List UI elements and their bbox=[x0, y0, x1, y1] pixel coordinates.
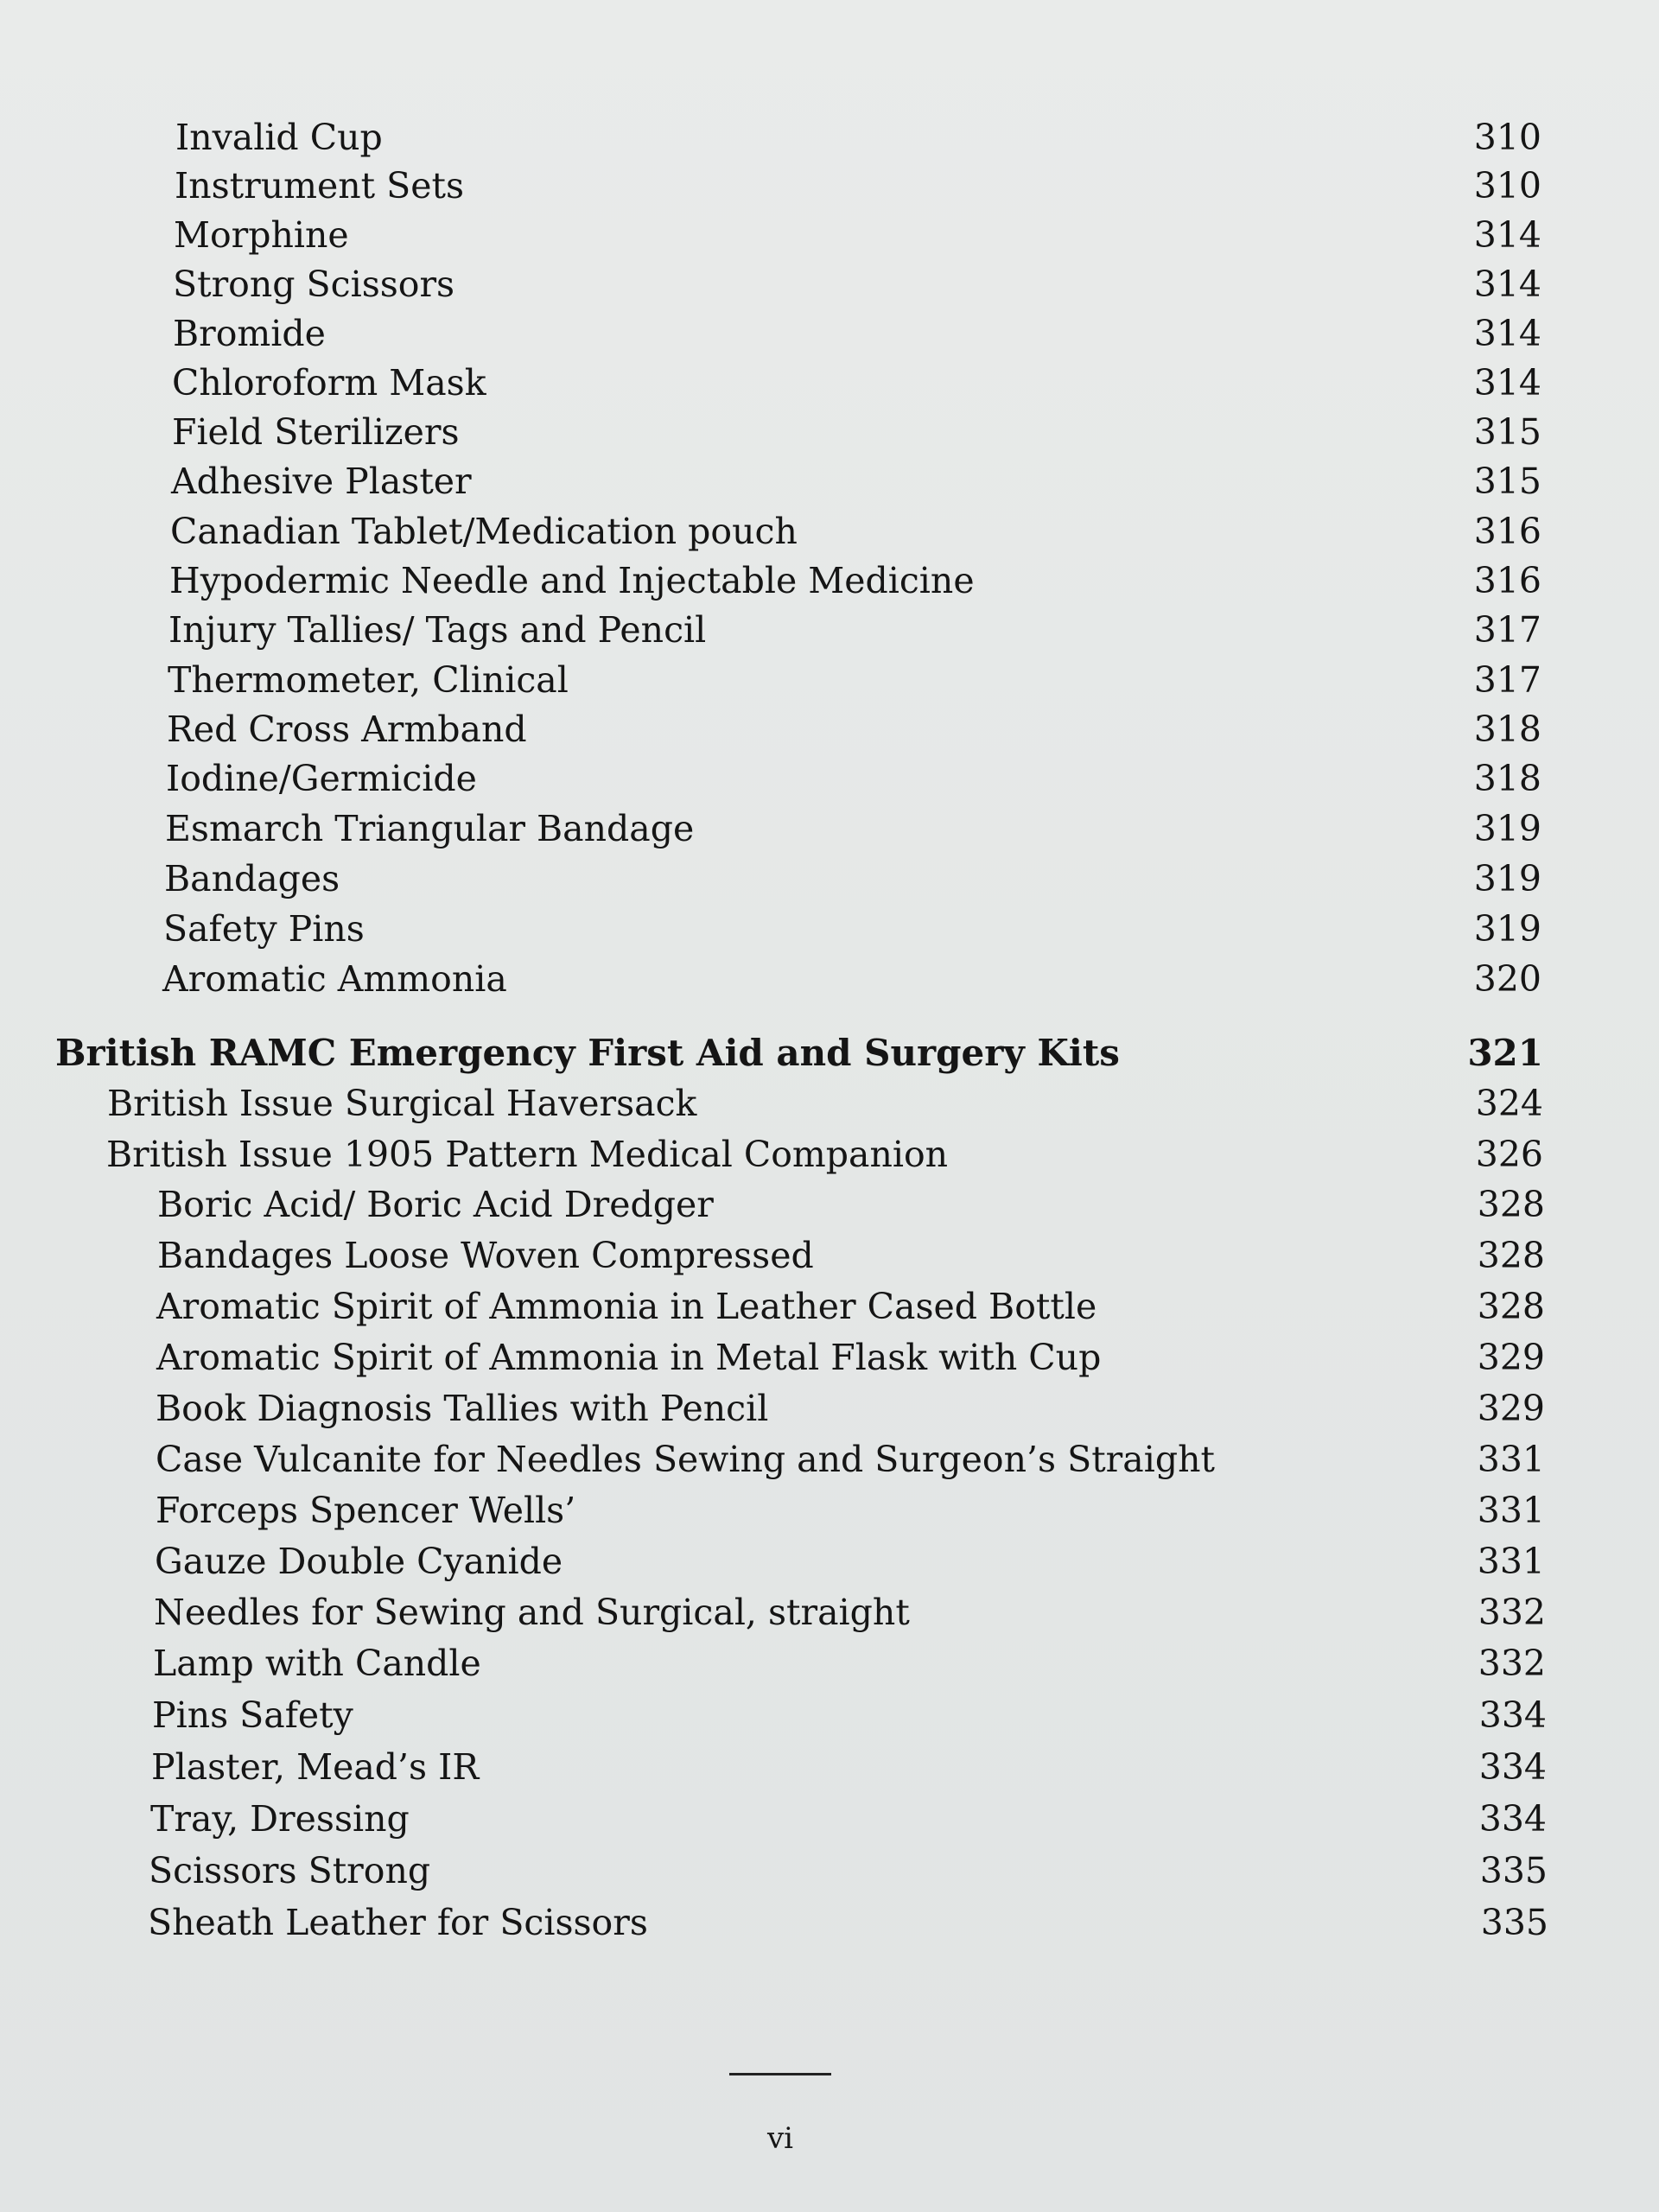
entry-page: 315 bbox=[1473, 411, 1541, 453]
entry-page: 316 bbox=[1473, 560, 1541, 601]
entry-title: Instrument Sets bbox=[175, 165, 465, 207]
entry-page: 316 bbox=[1473, 511, 1541, 552]
entry-page: 328 bbox=[1477, 1286, 1545, 1327]
entry-page: 314 bbox=[1473, 264, 1541, 305]
entry-title: Chloroform Mask bbox=[172, 362, 486, 404]
entry-title: Injury Tallies/ Tags and Pencil bbox=[168, 609, 707, 651]
entry-page: 334 bbox=[1478, 1746, 1547, 1788]
entry-page: 310 bbox=[1473, 117, 1541, 158]
entry-title: Bandages bbox=[164, 858, 340, 899]
toc-entry bbox=[0, 1897, 1659, 1948]
entry-title: Aromatic Spirit of Ammonia in Metal Flask with Cup bbox=[156, 1337, 1102, 1378]
entry-title: Aromatic Spirit of Ammonia in Leather Cased Bottle bbox=[156, 1286, 1097, 1327]
entry-page: 331 bbox=[1477, 1541, 1545, 1582]
toc-entry bbox=[0, 112, 1659, 162]
entry-page: 315 bbox=[1473, 461, 1541, 502]
toc-entry bbox=[0, 1078, 1659, 1128]
entry-page: 331 bbox=[1477, 1490, 1545, 1531]
entry-title: Iodine/Germicide bbox=[166, 758, 477, 799]
entry-title: Bandages Loose Woven Compressed bbox=[157, 1235, 814, 1276]
entry-title: Hypodermic Needle and Injectable Medicine bbox=[169, 560, 975, 601]
entry-page: 319 bbox=[1473, 808, 1541, 849]
toc-entry bbox=[0, 704, 1659, 754]
entry-title: Bromide bbox=[173, 313, 326, 354]
entry-page: 326 bbox=[1475, 1134, 1543, 1175]
entry-title: Field Sterilizers bbox=[172, 411, 460, 453]
entry-title: Strong Scissors bbox=[173, 264, 455, 305]
toc-entry bbox=[0, 456, 1659, 506]
toc-entry bbox=[0, 1230, 1659, 1281]
entry-title: Tray, Dressing bbox=[150, 1798, 410, 1840]
entry-page: 331 bbox=[1477, 1439, 1545, 1480]
heading-page: 321 bbox=[1467, 1032, 1543, 1074]
entry-title: Canadian Tablet/Medication pouch bbox=[170, 511, 798, 552]
toc-entry bbox=[0, 1332, 1659, 1382]
entry-title: Invalid Cup bbox=[175, 117, 383, 158]
entry-page: 328 bbox=[1477, 1184, 1545, 1225]
toc-entry bbox=[0, 1281, 1659, 1332]
entry-page: 320 bbox=[1473, 958, 1541, 1000]
toc-entry bbox=[0, 1742, 1659, 1792]
entry-title: Aromatic Ammonia bbox=[162, 958, 507, 1000]
entry-title: Safety Pins bbox=[163, 908, 365, 950]
toc-entry bbox=[0, 1794, 1659, 1844]
entry-title: Adhesive Plaster bbox=[171, 461, 472, 502]
entry-title: British Issue Surgical Haversack bbox=[107, 1083, 697, 1124]
entry-title: Needles for Sewing and Surgical, straight bbox=[154, 1592, 910, 1633]
toc-entry bbox=[0, 904, 1659, 954]
toc-entry bbox=[0, 407, 1659, 457]
toc-entry bbox=[0, 308, 1659, 359]
toc-entry bbox=[0, 1536, 1659, 1586]
toc-entry bbox=[0, 210, 1659, 260]
page-number: vi bbox=[766, 2121, 794, 2156]
toc-entry bbox=[0, 1434, 1659, 1484]
toc-entry bbox=[0, 506, 1659, 556]
toc-entry bbox=[0, 1129, 1659, 1179]
entry-title: Lamp with Candle bbox=[153, 1643, 481, 1684]
entry-title: Scissors Strong bbox=[149, 1850, 431, 1891]
toc-entry bbox=[0, 161, 1659, 211]
entry-page: 319 bbox=[1473, 858, 1541, 899]
toc-entry bbox=[0, 605, 1659, 655]
toc-entry bbox=[0, 1587, 1659, 1637]
entry-title: Morphine bbox=[174, 214, 349, 256]
toc-entry bbox=[0, 954, 1659, 1004]
toc-entry bbox=[0, 1638, 1659, 1688]
entry-page: 314 bbox=[1473, 214, 1541, 256]
entry-title: British Issue 1905 Pattern Medical Companion bbox=[106, 1134, 949, 1175]
entry-page: 329 bbox=[1477, 1388, 1545, 1429]
entry-title: Sheath Leather for Scissors bbox=[148, 1902, 648, 1943]
toc-entry bbox=[0, 1690, 1659, 1740]
entry-page: 319 bbox=[1473, 908, 1541, 950]
entry-page: 324 bbox=[1475, 1083, 1543, 1124]
entry-title: Forceps Spencer Wells’ bbox=[156, 1490, 576, 1531]
toc-entry bbox=[0, 556, 1659, 606]
toc-entry bbox=[0, 1383, 1659, 1433]
entry-page: 314 bbox=[1473, 313, 1541, 354]
entry-page: 328 bbox=[1477, 1235, 1545, 1276]
toc-entry bbox=[0, 804, 1659, 854]
entry-page: 329 bbox=[1477, 1337, 1545, 1378]
footer-rule bbox=[729, 2073, 831, 2075]
toc-entry bbox=[0, 854, 1659, 904]
heading-title: British RAMC Emergency First Aid and Surgery Kits bbox=[55, 1032, 1120, 1074]
entry-page: 332 bbox=[1478, 1643, 1546, 1684]
entry-title: Plaster, Mead’s IR bbox=[151, 1746, 480, 1788]
entry-page: 317 bbox=[1473, 609, 1541, 651]
entry-title: Esmarch Triangular Bandage bbox=[165, 808, 695, 849]
entry-page: 317 bbox=[1473, 659, 1541, 701]
entry-page: 332 bbox=[1478, 1592, 1546, 1633]
entry-title: Pins Safety bbox=[152, 1694, 353, 1736]
entry-title: Case Vulcanite for Needles Sewing and Surgeon’s Straight bbox=[156, 1439, 1215, 1480]
toc-entry bbox=[0, 1485, 1659, 1535]
toc-entry bbox=[0, 1179, 1659, 1230]
entry-title: Book Diagnosis Tallies with Pencil bbox=[156, 1388, 769, 1429]
toc-entry bbox=[0, 358, 1659, 408]
entry-page: 318 bbox=[1473, 758, 1541, 799]
entry-page: 334 bbox=[1478, 1694, 1547, 1736]
entry-title: Gauze Double Cyanide bbox=[155, 1541, 563, 1582]
entry-title: Boric Acid/ Boric Acid Dredger bbox=[157, 1184, 714, 1225]
entry-title: Thermometer, Clinical bbox=[168, 659, 569, 701]
toc-chapter-heading bbox=[0, 1028, 1659, 1078]
toc-entry bbox=[0, 753, 1659, 804]
toc-entry bbox=[0, 655, 1659, 705]
entry-page: 318 bbox=[1473, 709, 1541, 750]
toc-entry bbox=[0, 259, 1659, 309]
entry-page: 335 bbox=[1480, 1902, 1548, 1943]
entry-page: 310 bbox=[1473, 165, 1541, 207]
entry-page: 334 bbox=[1478, 1798, 1547, 1840]
toc-entry bbox=[0, 1846, 1659, 1896]
entry-title: Red Cross Armband bbox=[167, 709, 527, 750]
entry-page: 314 bbox=[1473, 362, 1541, 404]
entry-page: 335 bbox=[1479, 1850, 1548, 1891]
